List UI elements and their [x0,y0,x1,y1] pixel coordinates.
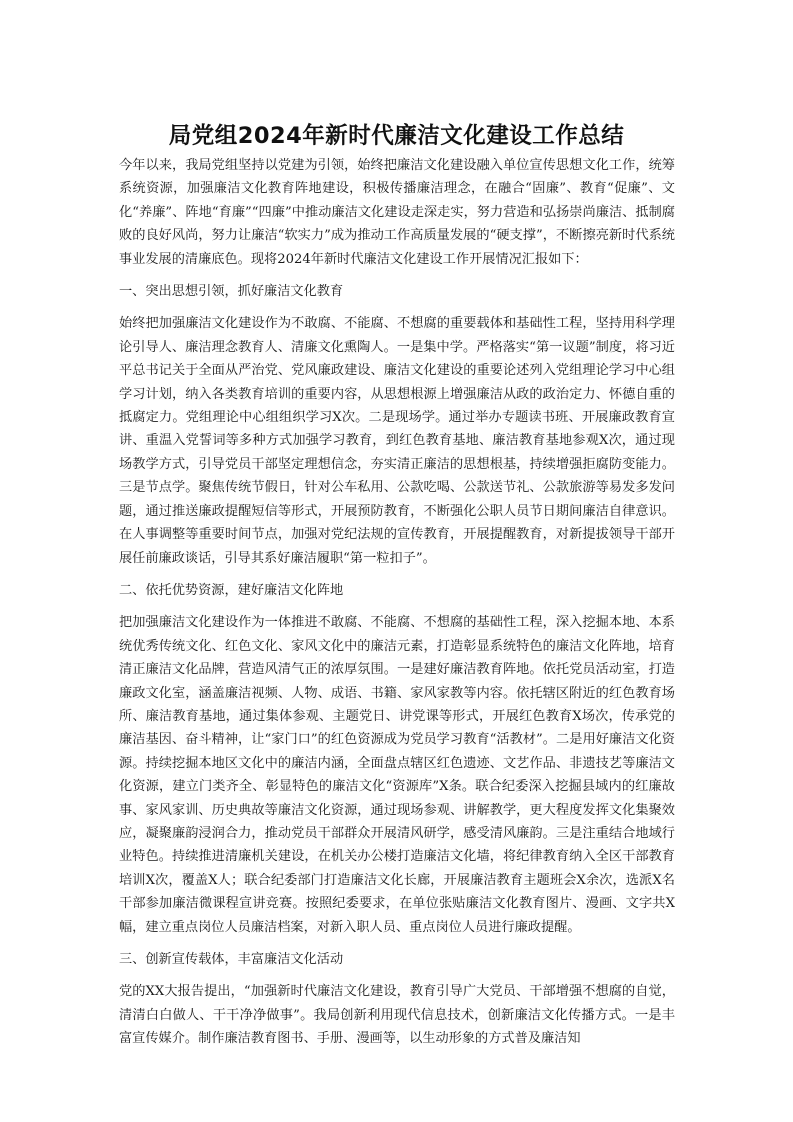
section-body-3: 党的XX大报告提出，“加强新时代廉洁文化建设，教育引导广大党员、干部增强不想腐的自觉，清清白白做人、干干净净做事”。我局创新利用现代信息技术，创新廉洁文化传播方式。一是丰富宣传媒介。制作廉洁教育图书、手册、漫画等，以生动形象的方式普及廉洁知 [119,984,675,1047]
document-body [119,154,675,1060]
intro-paragraph: 今年以来，我局党组坚持以党建为引领，始终把廉洁文化建设融入单位宣传思想文化工作，统筹系统资源，加强廉洁文化教育阵地建设，积极传播廉洁理念，在融合“固廉”、教育“促廉”、文化“养廉”、阵地“育廉”“四廉”中推动廉洁文化建设走深走实，努力营造和弘扬崇尚廉洁、抵制腐败的良好风尚，努力让廉洁“软实力”成为推动工作高质量发展的“硬支撑”，不断擦亮新时代系统事业发展的清廉底色。现将2024年新时代廉洁文化建设工作开展情况汇报如下： [119,158,675,267]
section-body-1: 始终把加强廉洁文化建设作为不敢腐、不能腐、不想腐的重要载体和基础性工程，坚持用科学理论引导人、廉洁理念教育人、清廉文化熏陶人。一是集中学。严格落实“第一议题”制度，将习近平总书记关于全面从严治党、党风廉政建设、廉洁文化建设的重要论述列入党组理论学习中心组学习计划，纳入各类教育培训的重要内容，从思想根源上增强廉洁从政的政治定力、怀德自重的抵腐定力。党组理论中心组组织学习X次。二是现场学。通过举办专题读书班、开展廉政教育宣讲、重温入党誓词等多种方式加强学习教育，到红色教育基地、廉洁教育基地参观X次，通过现场教学方式，引导党员干部坚定理想信念，夯实清正廉洁的思想根基，持续增强拒腐防变能力。三是节点学。聚焦传统节假日，针对公车私用、公款吃喝、公款送节礼、公款旅游等易发多发问题，通过推送廉政提醒短信等形式，开展预防教育，不断强化公职人员节日期间廉洁自律意识。在人事调整等重要时间节点，加强对党纪法规的宣传教育，开展提醒教育，对新提拔领导干部开展任前廉政谈话，引导其系好廉洁履职“第一粒扣子”。 [119,316,675,566]
section-heading-1: 一、突出思想引领，抓好廉洁文化教育 [119,284,344,300]
section-heading-2: 二、依托优势资源，建好廉洁文化阵地 [119,582,344,598]
document-title: 局党组2024年新时代廉洁文化建设工作总结 [168,123,625,149]
section-body-2: 把加强廉洁文化建设作为一体推进不敢腐、不能腐、不想腐的基础性工程，深入挖掘本地、本系统优秀传统文化、红色文化、家风文化中的廉洁元素，打造彰显系统特色的廉洁文化阵地，培育清正廉洁文化品牌，营造风清气正的浓厚氛围。一是建好廉洁教育阵地。依托党员活动室，打造廉政文化室，涵盖廉洁视频、人物、成语、书籍、家风家教等内容。依托辖区附近的红色教育场所、廉洁教育基地，通过集体参观、主题党日、讲党课等形式，开展红色教育X场次，传承党的廉洁基因、奋斗精神，让“家门口”的红色资源成为党员学习教育“活教材”。二是用好廉洁文化资源。持续挖掘本地区文化中的廉洁内涵，全面盘点辖区红色遗迹、文艺作品、非遗技艺等廉洁文化资源，建立门类齐全、彰显特色的廉洁文化“资源库”X条。联合纪委深入挖掘县域内的红廉故事、家风家训、历史典故等廉洁文化资源，通过现场参观、讲解教学，更大程度发挥文化集聚效应，凝聚廉韵浸润合力，推动党员干部群众开展清风研学，感受清风廉韵。三是注重结合地域行业特色。持续推进清廉机关建设，在机关办公楼打造廉洁文化墙，将纪律教育纳入全区干部教育培训X次，覆盖X人；联合纪委部门打造廉洁文化长廊，开展廉洁教育主题班会X余次，选派X名干部参加廉洁微课程宣讲竞赛。按照纪委要求，在单位张贴廉洁文化教育图片、漫画、文字共X幅，建立重点岗位人员廉洁档案，对新入职人员、重点岗位人员进行廉政提醒。 [119,615,675,935]
section-heading-3: 三、创新宣传载体，丰富廉洁文化活动 [119,952,344,967]
